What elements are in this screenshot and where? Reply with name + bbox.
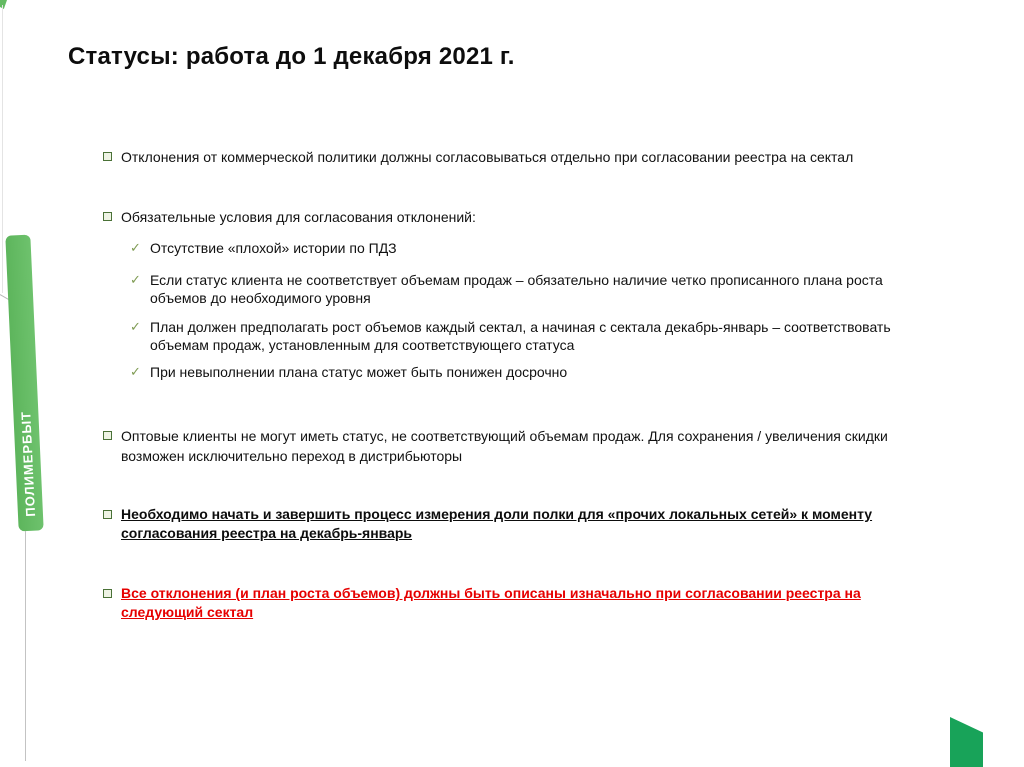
slide-title: Статусы: работа до 1 декабря 2021 г. (68, 43, 515, 71)
square-bullet-icon (103, 152, 112, 161)
list-item (103, 148, 915, 166)
list-item (103, 426, 915, 466)
list-item-text: Оптовые клиенты не могут иметь статус, не соответствующий объемам продаж. Для сохранения / увеличения скидки возможен исключительно переход в дистрибьюторы (121, 428, 888, 464)
left-edge-line (2, 5, 3, 293)
check-icon: ✓ (130, 364, 141, 379)
list-item (103, 239, 915, 257)
list-item (103, 505, 915, 543)
square-bullet-icon (103, 431, 112, 440)
list-item-text: Отклонения от коммерческой политики должны согласовываться отдельно при согласовании реестра на сектал (121, 149, 854, 165)
sidebar-brand-tab (5, 235, 43, 532)
bullet-list (103, 148, 915, 622)
vertical-connector-line (25, 531, 26, 761)
list-item-text: При невыполнении плана статус может быть понижен досрочно (150, 364, 568, 380)
square-bullet-icon (103, 212, 112, 221)
check-icon: ✓ (130, 240, 141, 255)
list-item (103, 271, 915, 307)
list-item-text: План должен предполагать рост объемов каждый сектал, а начиная с сектала декабрь-январь – соответствовать объемам продаж, установленным для соответствующего статуса (150, 319, 891, 353)
list-item-text: Необходимо начать и завершить процесс измерения доли полки для «прочих локальных сетей» к моменту согласования реестра на декабрь-январь (121, 506, 873, 541)
list-item-text: Все отклонения (и план роста объемов) должны быть описаны изначально при согласовании реестра на следующий сектал (121, 585, 861, 620)
list-item-text: Если статус клиента не соответствует объемам продаж – обязательно наличие четко прописанного плана роста объемов до необходимого уровня (150, 272, 883, 306)
list-item (103, 208, 915, 226)
list-item (103, 318, 915, 354)
list-item-text: Отсутствие «плохой» истории по ПДЗ (150, 240, 397, 256)
square-bullet-icon (103, 589, 112, 598)
check-icon: ✓ (130, 319, 141, 334)
check-icon: ✓ (130, 272, 141, 287)
square-bullet-icon (103, 510, 112, 519)
list-item (103, 363, 915, 381)
sidebar-brand-label: ПОЛИМЕРБЫТ (18, 410, 39, 518)
bottom-right-corner-accent (950, 717, 983, 767)
list-item (103, 584, 915, 622)
list-item-text: Обязательные условия для согласования отклонений: (121, 209, 476, 225)
